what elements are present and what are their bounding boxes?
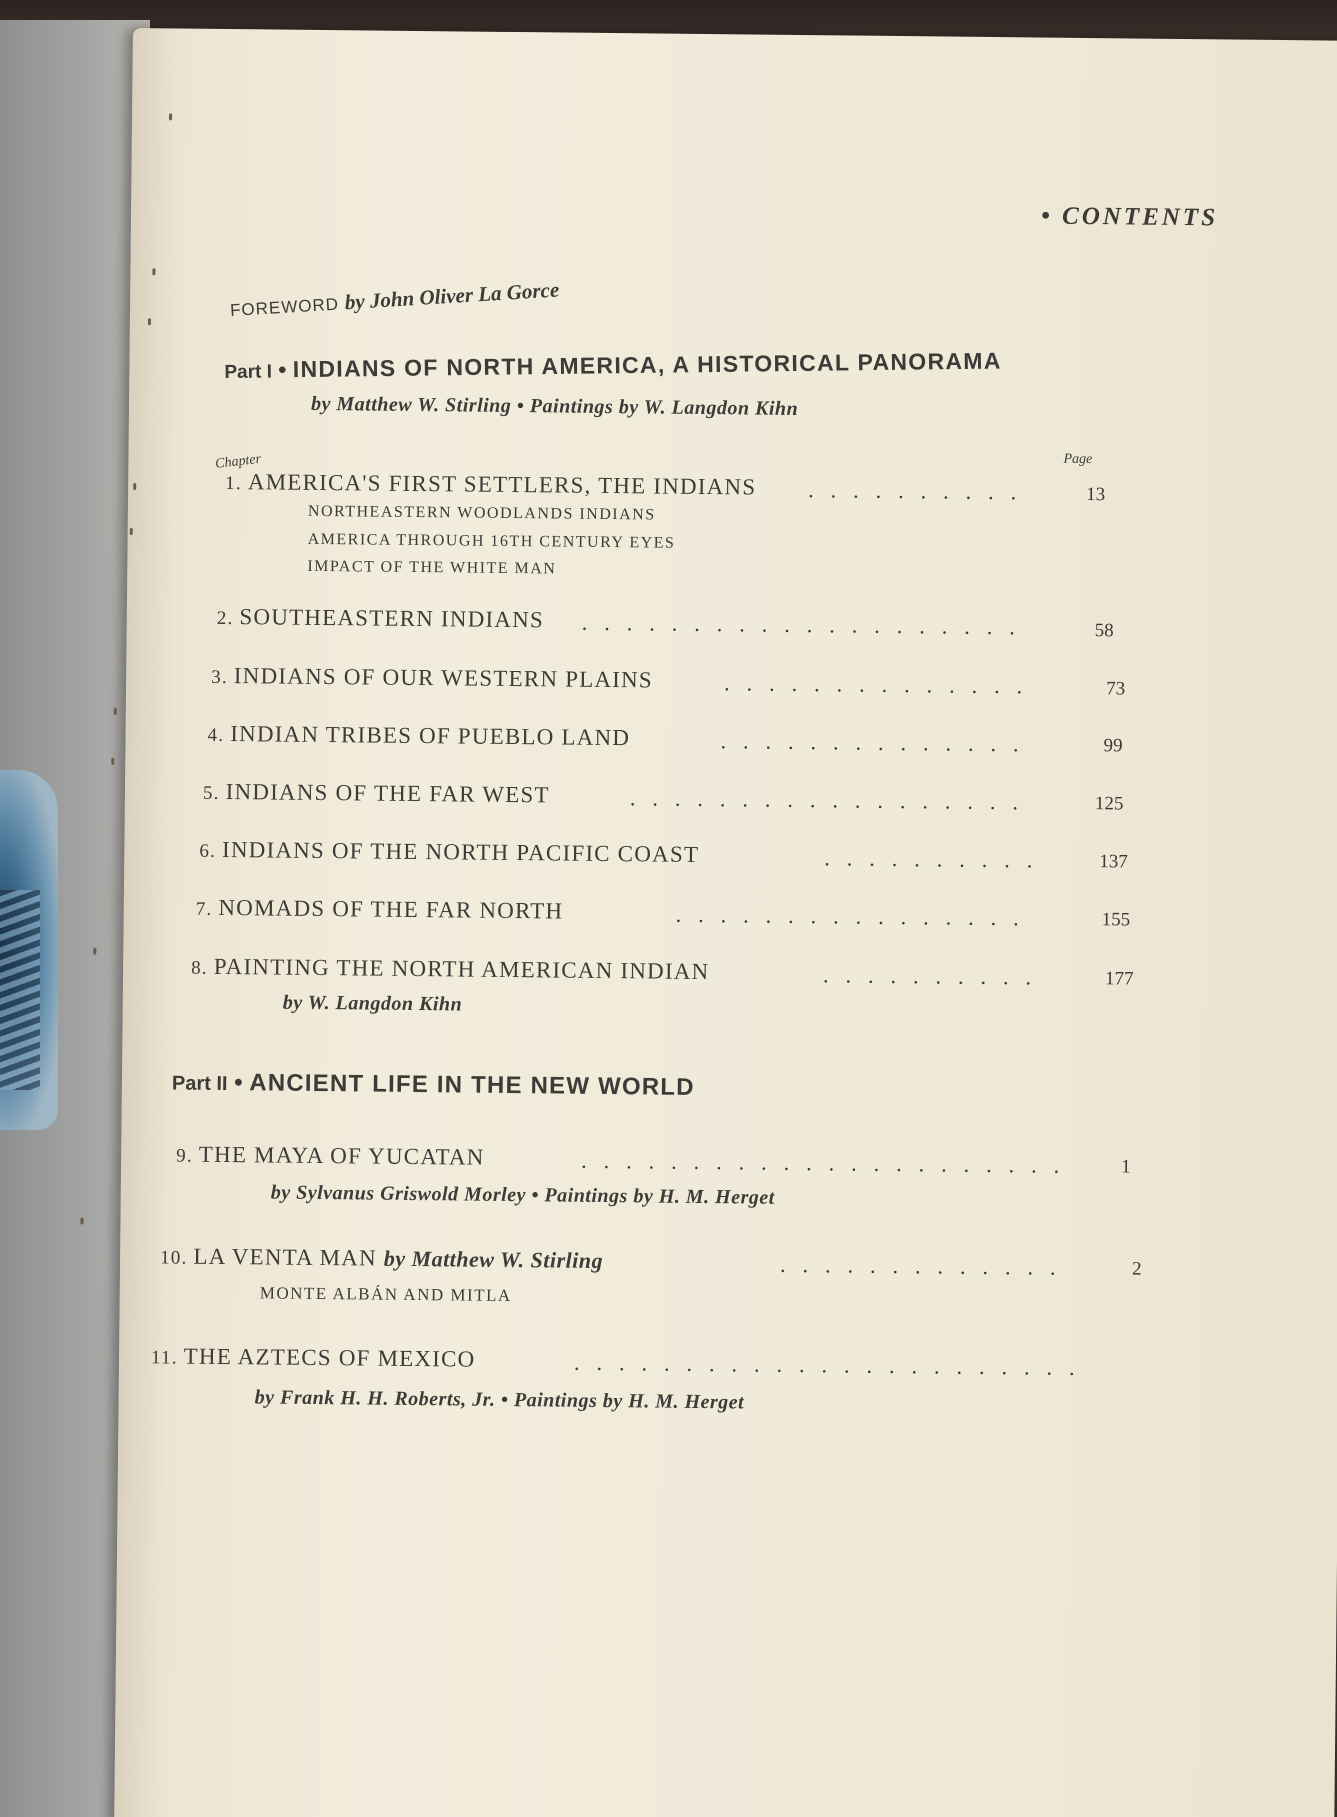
foreword-entry[interactable] (229, 278, 560, 323)
chapter-title (199, 837, 699, 868)
contents-heading: • CONTENTS (1040, 202, 1219, 232)
chapter-number: 8. (191, 957, 208, 979)
leader-dots: ....................... (573, 1349, 1092, 1381)
chapter-byline: by Sylvanus Griswold Morley • Paintings by H. M. Herget (270, 1181, 775, 1209)
page-number: 137 (1099, 851, 1128, 873)
chapter-title-text: INDIANS OF THE FAR WEST (225, 779, 550, 808)
subtopic: IMPACT OF THE WHITE MAN (307, 557, 557, 578)
subtopic: MONTE ALBÁN AND MITLA (259, 1283, 512, 1306)
page-number: 177 (1104, 968, 1134, 990)
contents-page (114, 28, 1337, 1817)
page-number: 99 (1103, 735, 1123, 757)
chapter-number: 5. (202, 782, 220, 804)
leader-dots: ...................... (581, 1147, 1077, 1178)
subtopic: NORTHEASTERN WOODLANDS INDIANS (307, 502, 656, 524)
chapter-inline-byline: by Matthew W. Stirling (383, 1245, 604, 1273)
part1-title: INDIANS OF NORTH AMERICA, A HISTORICAL PANORAMA (292, 347, 1002, 383)
chapter-number: 2. (216, 607, 234, 630)
foreword-label: FOREWORD (229, 294, 340, 321)
chapter-title-text: PAINTING THE NORTH AMERICAN INDIAN (213, 953, 710, 985)
part2-heading: Part II • ANCIENT LIFE IN THE NEW WORLD (171, 1069, 695, 1101)
chapter-title-text: THE MAYA OF YUCATAN (198, 1141, 485, 1170)
chapter-title-text: INDIAN TRIBES OF PUEBLO LAND (230, 721, 631, 751)
chapter-title (176, 1142, 485, 1171)
chapter-title (203, 779, 550, 809)
chapter-title-text: THE AZTECS OF MEXICO (183, 1343, 476, 1372)
chapter-title-text: SOUTHEASTERN INDIANS (239, 604, 545, 633)
page-number: 2 (1131, 1258, 1142, 1280)
chapter-title (217, 604, 544, 633)
page-number: 155 (1101, 909, 1131, 931)
part1-label: Part I (224, 361, 273, 383)
page-number: 58 (1094, 620, 1114, 642)
chapter-title-text: INDIANS OF OUR WESTERN PLAINS (233, 663, 654, 693)
page-number: 1 (1121, 1156, 1131, 1178)
chapter-number: 10. (160, 1247, 188, 1269)
subtopic: AMERICA THROUGH 16TH CENTURY EYES (307, 530, 676, 552)
leader-dots: .............. (720, 728, 1036, 757)
chapter-number: 4. (207, 724, 225, 746)
chapter-title-text: NOMADS OF THE FAR NORTH (218, 894, 564, 924)
leader-dots: .......... (822, 962, 1049, 990)
chapter-number: 3. (211, 666, 228, 689)
chapter-number: 7. (195, 898, 213, 920)
leader-dots: .............. (724, 670, 1040, 699)
chapter-title-text: LA VENTA MAN (193, 1243, 377, 1271)
leader-dots: .......... (824, 845, 1050, 873)
chapter-byline: by W. Langdon Kihn (282, 991, 463, 1016)
leader-dots: ................ (675, 901, 1036, 931)
chapter-title-text: AMERICA'S FIRST SETTLERS, THE INDIANS (247, 469, 757, 500)
leader-dots: .......... (808, 477, 1034, 505)
part2-title: ANCIENT LIFE IN THE NEW WORLD (249, 1069, 695, 1101)
chapter-title (225, 469, 756, 501)
chapter-number: 11. (150, 1347, 178, 1369)
chapter-title (191, 954, 709, 985)
chapter-title (196, 895, 564, 925)
part1-byline: by Matthew W. Stirling • Paintings by W. Langdon Kihn (310, 392, 799, 420)
photo-detail (0, 890, 40, 1090)
leader-dots: .................... (581, 609, 1032, 640)
part1-heading: Part I • INDIANS OF NORTH AMERICA, A HISTORICAL PANORAMA (224, 347, 1002, 383)
chapter-title-text: INDIANS OF THE NORTH PACIFIC COAST (221, 836, 700, 867)
chapter-number: 1. (225, 472, 243, 495)
page-column-label: Page (1063, 451, 1093, 468)
chapter-title (207, 721, 630, 751)
leader-dots: .................. (629, 785, 1036, 815)
part2-label: Part II (171, 1072, 228, 1096)
chapter-byline: by Frank H. H. Roberts, Jr. • Paintings by H. M. Herget (254, 1386, 745, 1414)
page-number: 125 (1094, 793, 1124, 815)
chapter-number: 9. (176, 1145, 193, 1167)
chapter-title (151, 1343, 476, 1372)
leader-dots: ............. (779, 1251, 1073, 1280)
contents-label: CONTENTS (1061, 202, 1219, 232)
chapter-title (160, 1243, 603, 1274)
left-page-photo-edge (0, 770, 58, 1130)
chapter-number: 6. (199, 840, 217, 862)
chapter-title (211, 663, 653, 694)
foreword-author: by John Oliver La Gorce (344, 277, 560, 315)
page-number: 13 (1086, 484, 1106, 506)
page-number: 73 (1106, 678, 1126, 700)
chapter-column-label: Chapter (214, 451, 262, 472)
